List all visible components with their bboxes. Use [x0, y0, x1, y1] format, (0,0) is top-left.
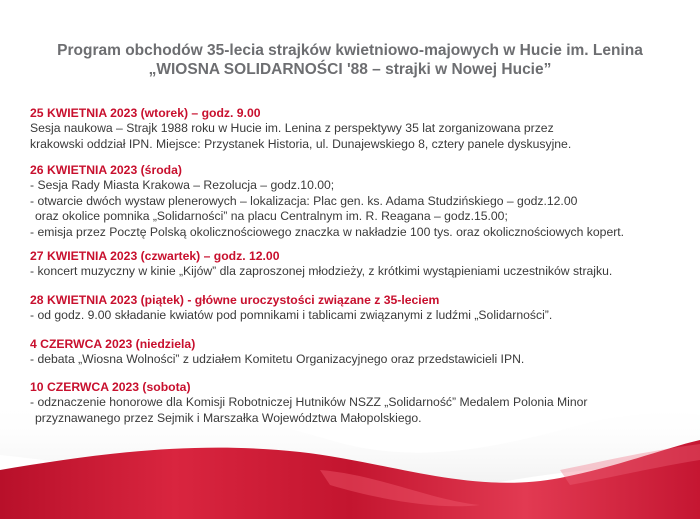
- section-line: - debata „Wiosna Wolności” z udziałem Komitetu Organizacyjnego oraz przedstawicieli IPN.: [30, 352, 525, 366]
- section-line: oraz okolice pomnika „Solidarności” na placu Centralnym im. R. Reagana – godz.15.00;: [35, 209, 508, 224]
- section-line: - otwarcie dwóch wystaw plenerowych – lokalizacja: Plac gen. ks. Adama Studzińskiego – godz.12.00: [30, 193, 578, 208]
- section-heading: 27 KWIETNIA 2023 (czwartek) – godz. 12.00: [30, 249, 280, 263]
- page-title: Program obchodów 35-lecia strajków kwietniowo-majowych w Hucie im. Lenina: [57, 42, 643, 59]
- section-line: - koncert muzyczny w kinie „Kijów” dla zaproszonej młodzieży, z krótkimi wystąpieniami uczestników strajku.: [30, 264, 613, 278]
- page-subtitle: „WIOSNA SOLIDARNOŚCI '88 – strajki w Nowej Hucie”: [148, 61, 552, 78]
- section-27-april: [30, 249, 670, 280]
- section-heading: 10 CZERWCA 2023 (sobota): [30, 380, 191, 394]
- section-heading: 28 KWIETNIA 2023 (piątek) - główne uroczystości związane z 35-leciem: [30, 293, 440, 307]
- section-heading: 4 CZERWCA 2023 (niedziela): [30, 337, 196, 351]
- section-line: - Sesja Rady Miasta Krakowa – Rezolucja – godz.10.00;: [30, 178, 335, 192]
- section-25-april: [30, 106, 670, 152]
- section-26-april: [30, 163, 670, 240]
- section-line: - od godz. 9.00 składanie kwiatów pod pomnikami i tablicami związanymi z ludźmi „Solidarności”.: [30, 308, 553, 322]
- section-line: - odznaczenie honorowe dla Komisji Robotniczej Hutników NSZZ „Solidarność” Medalem Polonia Minor: [30, 395, 588, 409]
- section-line: - emisja przez Pocztę Polską okolicznościowego znaczka w nakładzie 100 tys. oraz okolicznościowych kopert.: [30, 224, 625, 239]
- section-heading: 25 KWIETNIA 2023 (wtorek) – godz. 9.00: [30, 106, 261, 120]
- section-10-june: [30, 380, 670, 426]
- section-line: przyznawanego przez Sejmik i Marszałka Województwa Małopolskiego.: [35, 410, 422, 425]
- section-28-april: [30, 293, 670, 324]
- section-line: krakowski oddział IPN. Miejsce: Przystanek Historia, ul. Dunajewskiego 8, cztery panele dyskusyjne.: [30, 136, 572, 151]
- section-line: Sesja naukowa – Strajk 1988 roku w Hucie im. Lenina z perspektywy 35 lat zorganizowana przez: [30, 121, 554, 135]
- section-4-june: [30, 337, 670, 368]
- section-heading: 26 KWIETNIA 2023 (środa): [30, 163, 182, 177]
